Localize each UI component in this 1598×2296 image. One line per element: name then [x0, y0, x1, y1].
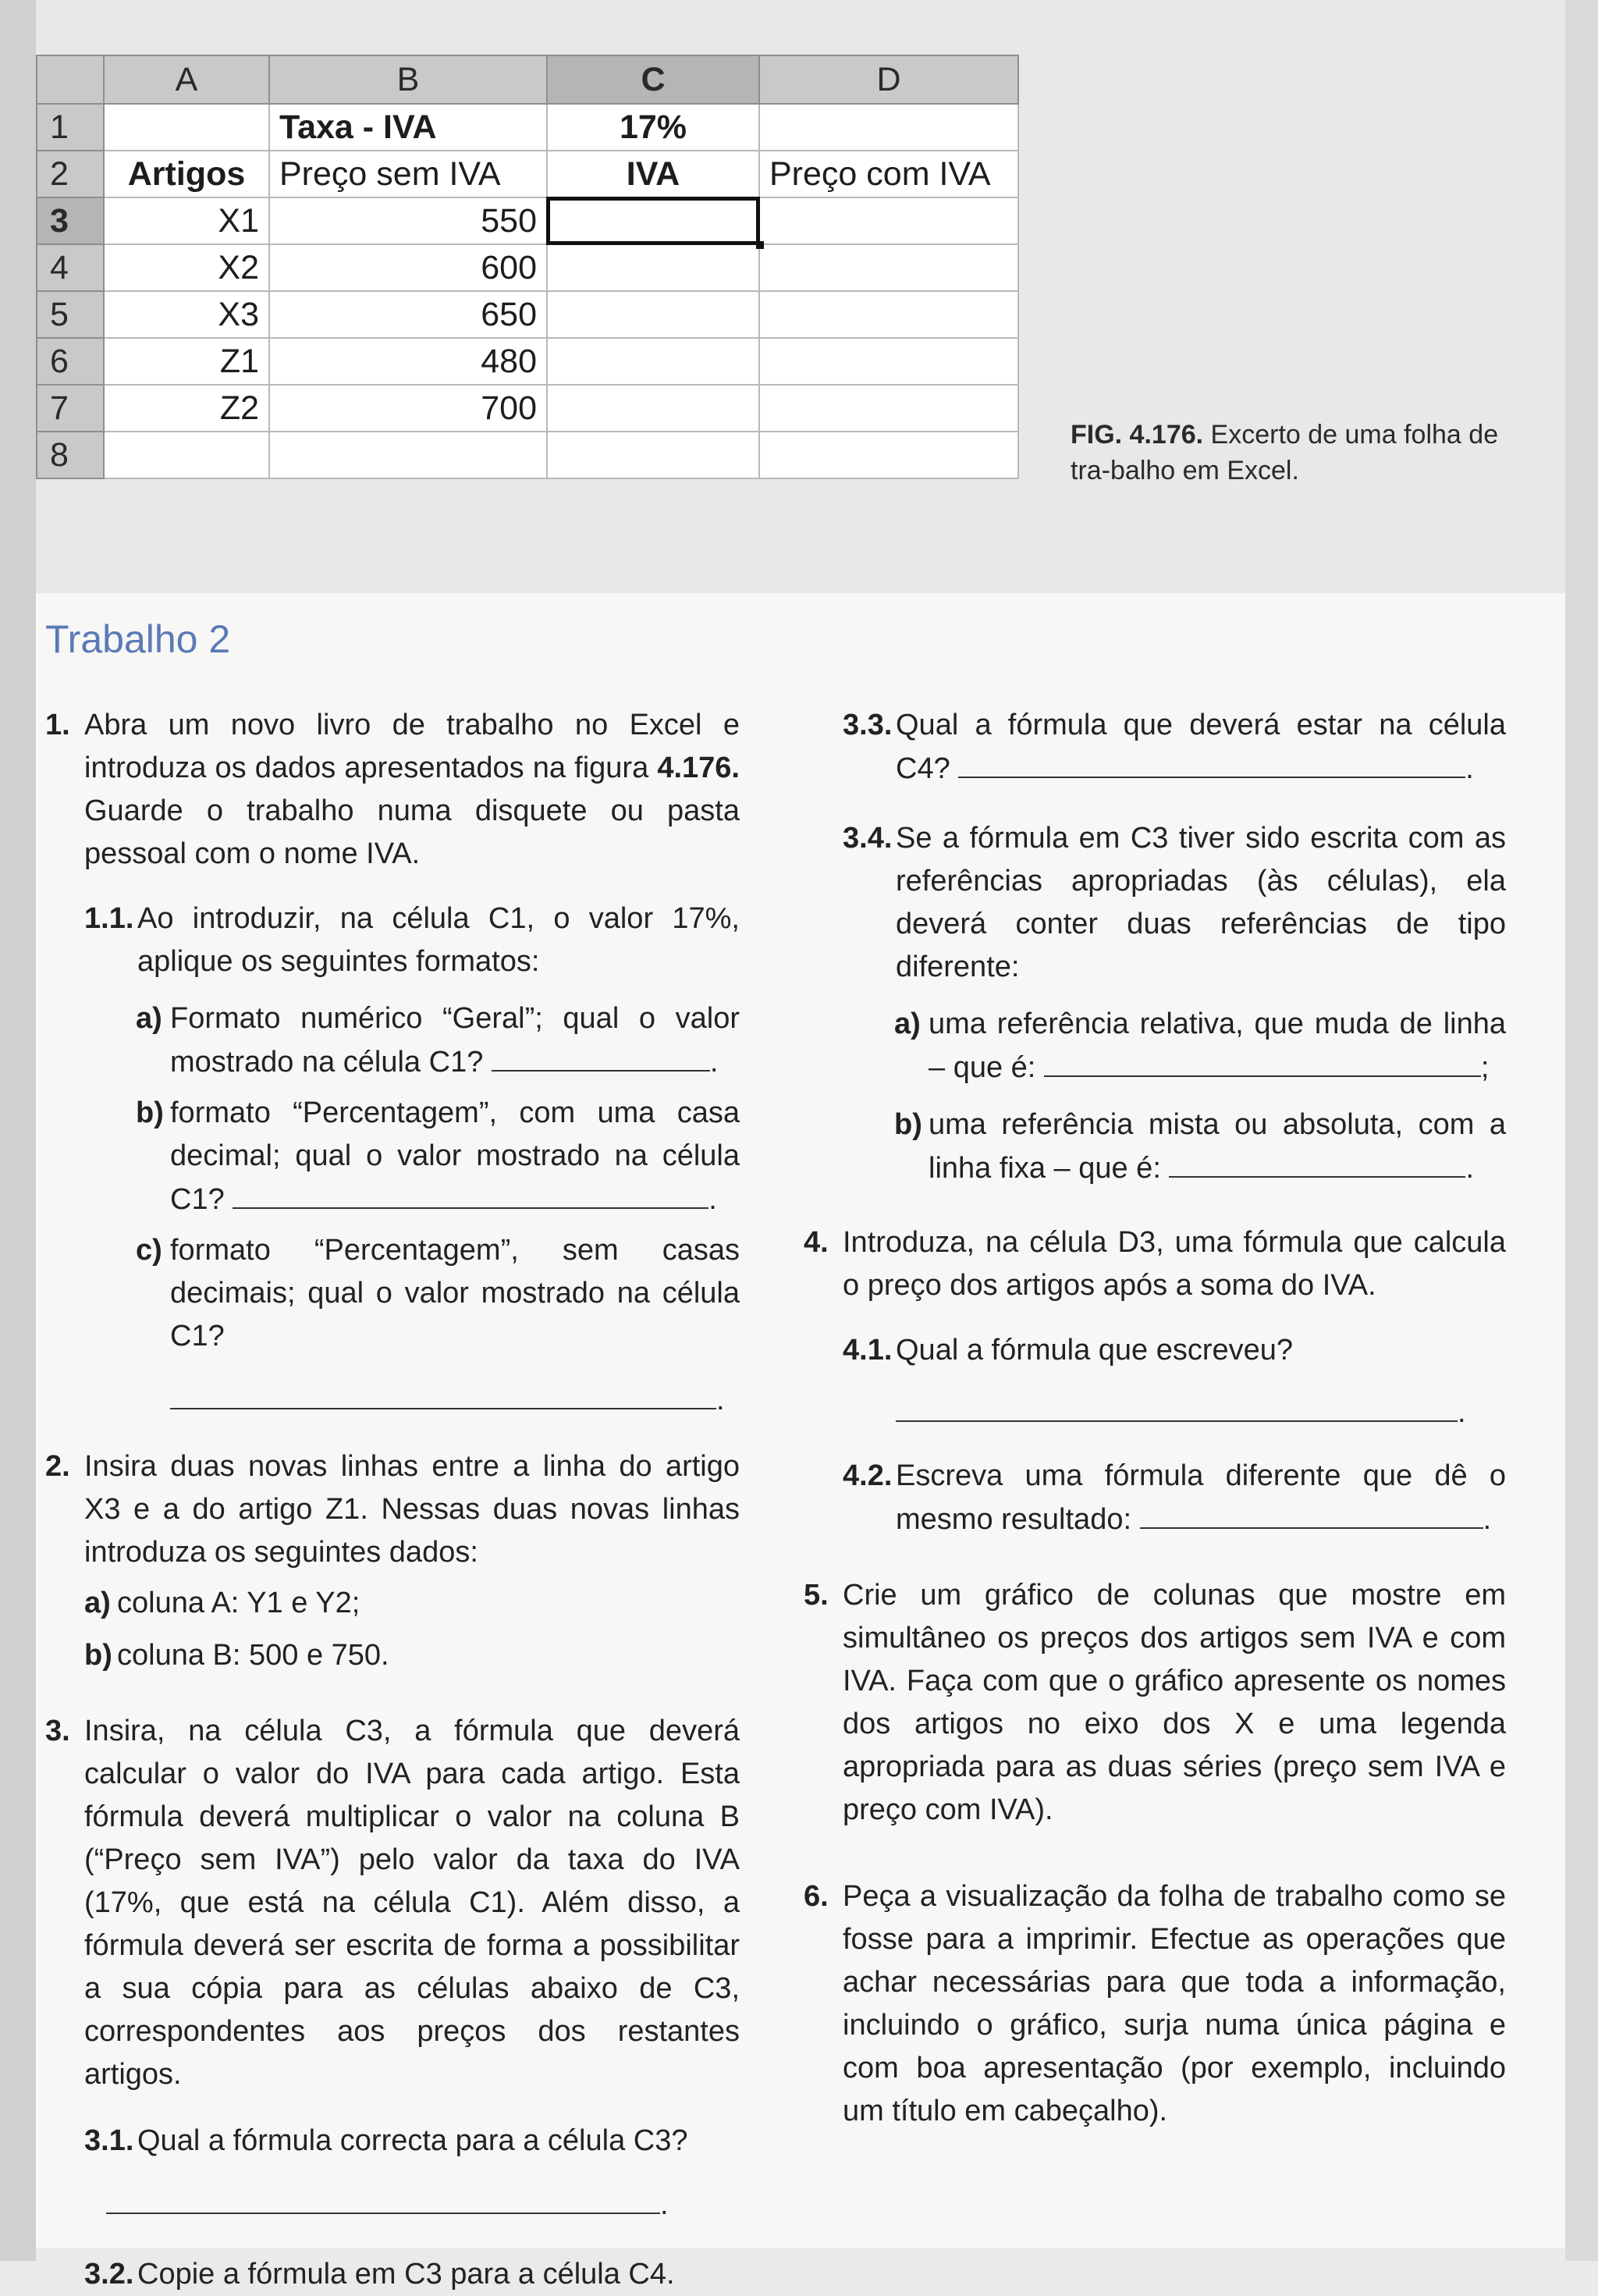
item-text: Qual a fórmula correcta para a célula C3? [137, 2124, 688, 2157]
cell-b8 [269, 432, 547, 478]
cell-c4 [547, 244, 759, 291]
cell-a8 [104, 432, 269, 478]
cell-a6: Z1 [104, 338, 269, 385]
item-text: Crie um gráfico de colunas que mostre em simultâneo os preços dos artigos sem IVA e com IVA. Faça com que o gráfico apresente os nomes dos artigos no eixo dos X e uma legenda apropriada para as duas séries (preço sem IVA e preço com IVA). [843, 1579, 1506, 1826]
punct: . [1465, 752, 1474, 785]
exercise-3-4-b [804, 1104, 1506, 1190]
item-text: Copie a fórmula em C3 para a célula C4. [137, 2258, 675, 2291]
item-text: Qual a fórmula que escreveu? [896, 1334, 1294, 1367]
item-number: b) [136, 1096, 164, 1129]
sheet-row [37, 151, 1018, 197]
item-number: 4.1. [843, 1334, 893, 1367]
punct: ; [1480, 1051, 1490, 1084]
column-header-c: C [547, 55, 759, 104]
item-text: Peça a visualização da folha de trabalho como se fosse para a imprimir. Efectue as operações que achar necessárias para que toda a informação, incluindo o gráfico, surja numa única página e com boa apresentação (por exemplo, incluindo um título em cabeçalho). [843, 1880, 1506, 2127]
cell-a2: Artigos [104, 151, 269, 197]
item-number: 3.3. [843, 709, 893, 741]
punct: . [1465, 1152, 1475, 1185]
row-header: 7 [37, 385, 104, 432]
item-number: 1. [45, 709, 70, 741]
item-text: Abra um novo livro de trabalho no Excel e introduza os dados apresentados na figura [84, 709, 740, 784]
cell-b3: 550 [269, 197, 547, 244]
cell-d4 [759, 244, 1018, 291]
cell-a4: X2 [104, 244, 269, 291]
answer-blank [233, 1178, 708, 1209]
answer-blank [896, 1391, 1458, 1422]
answer-blank [1140, 1498, 1483, 1529]
row-header: 2 [37, 151, 104, 197]
excel-sheet-figure [36, 55, 1019, 479]
answer-blank [1169, 1146, 1465, 1178]
cell-a3: X1 [104, 197, 269, 244]
figure-label: FIG. 4.176. [1071, 420, 1204, 450]
column-header-b: B [269, 55, 547, 104]
exercise-1-1 [45, 897, 740, 983]
item-number: 6. [804, 1880, 829, 1913]
cell-c5 [547, 291, 759, 338]
item-number: 2. [45, 1450, 70, 1483]
item-text: Escreva uma fórmula diferente que dê o mesmo resultado: [896, 1459, 1506, 1536]
figure-ref: 4.176. [657, 752, 740, 784]
cell-d7 [759, 385, 1018, 432]
item-number: 5. [804, 1579, 829, 1612]
exercise-4-1 [804, 1329, 1506, 1434]
item-number: 3.1. [84, 2124, 134, 2157]
exercise-3-4 [804, 817, 1506, 989]
cell-a7: Z2 [104, 385, 269, 432]
cell-d5 [759, 291, 1018, 338]
cell-b5: 650 [269, 291, 547, 338]
cell-b4: 600 [269, 244, 547, 291]
item-number: 3. [45, 1715, 70, 1747]
cell-d3 [759, 197, 1018, 244]
left-column [45, 704, 740, 2296]
cell-c6 [547, 338, 759, 385]
exercise-6 [804, 1875, 1506, 2133]
column-header-a: A [104, 55, 269, 104]
page-right-edge [1565, 0, 1598, 2261]
exercise-4-2 [804, 1455, 1506, 1541]
item-text: Introduza, na célula D3, uma fórmula que calcula o preço dos artigos após a soma do IVA. [843, 1226, 1506, 1302]
cell-b6: 480 [269, 338, 547, 385]
item-text: coluna B: 500 e 750. [117, 1639, 389, 1672]
item-text: formato “Percentagem”, sem casas decimais; qual o valor mostrado na célula C1? [170, 1234, 740, 1352]
cell-d1 [759, 104, 1018, 151]
sheet-row [37, 432, 1018, 478]
answer-blank [958, 747, 1465, 778]
item-text: formato “Percentagem”, com uma casa decimal; qual o valor mostrado na célula C1? [170, 1096, 740, 1216]
cell-b1: Taxa - IVA [269, 104, 547, 151]
cell-a5: X3 [104, 291, 269, 338]
punct: . [708, 1183, 717, 1216]
row-header: 4 [37, 244, 104, 291]
cell-b7: 700 [269, 385, 547, 432]
sheet-row [37, 104, 1018, 151]
exercise-1-1-b [45, 1092, 740, 1221]
item-text: Insira duas novas linhas entre a linha do artigo X3 e a do artigo Z1. Nessas duas novas linhas introduza os seguintes dados: [84, 1450, 740, 1569]
cell-c2: IVA [547, 151, 759, 197]
exercise-3-4-a [804, 1003, 1506, 1089]
column-header-row [37, 55, 1018, 104]
sheet-row [37, 385, 1018, 432]
exercise-2 [45, 1445, 740, 1574]
punct: . [1483, 1503, 1492, 1536]
exercise-3 [45, 1710, 740, 2096]
answer-blank [1044, 1046, 1481, 1077]
item-text: Qual a fórmula que deverá estar na célula C4? [896, 709, 1506, 785]
sheet-row [37, 291, 1018, 338]
exercise-3-2 [45, 2253, 740, 2296]
punct: . [660, 2188, 669, 2221]
cell-c3-selected [547, 197, 759, 244]
exercise-1-1-a [45, 997, 740, 1084]
cell-b2: Preço sem IVA [269, 151, 547, 197]
answer-blank [106, 2183, 660, 2214]
exercise-2-a [45, 1582, 740, 1625]
answer-blank [170, 1378, 716, 1409]
answer-blank [492, 1040, 710, 1072]
item-number: 3.4. [843, 822, 893, 855]
item-number: 3.2. [84, 2258, 134, 2291]
exercise-3-3 [804, 704, 1506, 791]
exercise-1-1-c [45, 1229, 740, 1422]
item-number: 4.2. [843, 1459, 893, 1492]
sheet-corner [37, 55, 104, 104]
item-number: 1.1. [84, 902, 134, 935]
exercise-1 [45, 704, 740, 876]
sheet-row [37, 338, 1018, 385]
item-number: c) [136, 1234, 162, 1267]
item-text: Ao introduzir, na célula C1, o valor 17%, aplique os seguintes formatos: [137, 902, 740, 978]
item-number: 4. [804, 1226, 829, 1259]
page-spine [0, 0, 36, 2261]
cell-c1: 17% [547, 104, 759, 151]
exercise-4 [804, 1221, 1506, 1307]
cell-d8 [759, 432, 1018, 478]
sheet-row [37, 197, 1018, 244]
item-text: uma referência relativa, que muda de linha – que é: [929, 1008, 1506, 1084]
sheet-row [37, 244, 1018, 291]
item-text: coluna A: Y1 e Y2; [117, 1587, 360, 1619]
row-header: 5 [37, 291, 104, 338]
item-number: a) [894, 1008, 921, 1040]
exercise-2-b [45, 1634, 740, 1677]
figure-caption [1071, 417, 1523, 489]
cell-c8 [547, 432, 759, 478]
figure-caption-text: Excerto de uma folha de tra-balho em Excel. [1071, 420, 1499, 485]
exercise-5 [804, 1574, 1506, 1832]
row-header: 1 [37, 104, 104, 151]
section-title: Trabalho 2 [45, 617, 231, 661]
item-number: a) [136, 1002, 162, 1035]
item-text: uma referência mista ou absoluta, com a linha fixa – que é: [929, 1108, 1506, 1185]
item-number: b) [894, 1108, 922, 1141]
item-text-2: Guarde o trabalho numa disquete ou pasta pessoal com o nome IVA. [84, 794, 740, 870]
punct: . [1458, 1396, 1466, 1429]
row-header: 6 [37, 338, 104, 385]
cell-c7 [547, 385, 759, 432]
item-text: Se a fórmula em C3 tiver sido escrita com as referências apropriadas (às células), ela deverá conter duas referências de tipo diferente: [896, 822, 1506, 983]
row-header: 3 [37, 197, 104, 244]
row-header: 8 [37, 432, 104, 478]
exercise-3-1 [45, 2120, 740, 2227]
cell-a1 [104, 104, 269, 151]
item-text: Insira, na célula C3, a fórmula que deverá calcular o valor do IVA para cada artigo. Esta fórmula deverá multiplicar o valor na coluna B (“Preço sem IVA”) pelo valor da taxa do IVA (17%, que está na célula C1). Além disso, a fórmula deverá ser escrita de forma a possibilitar a sua cópia para as células abaixo de C3, correspondentes aos preços dos restantes artigos. [84, 1715, 740, 2091]
punct: . [716, 1384, 725, 1416]
cell-d6 [759, 338, 1018, 385]
item-number: a) [84, 1587, 111, 1619]
item-text: Formato numérico “Geral”; qual o valor mostrado na célula C1? [170, 1002, 740, 1079]
right-column [804, 704, 1506, 2133]
column-header-d: D [759, 55, 1018, 104]
cell-d2: Preço com IVA [759, 151, 1018, 197]
item-number: b) [84, 1639, 112, 1672]
punct: . [709, 1046, 719, 1079]
